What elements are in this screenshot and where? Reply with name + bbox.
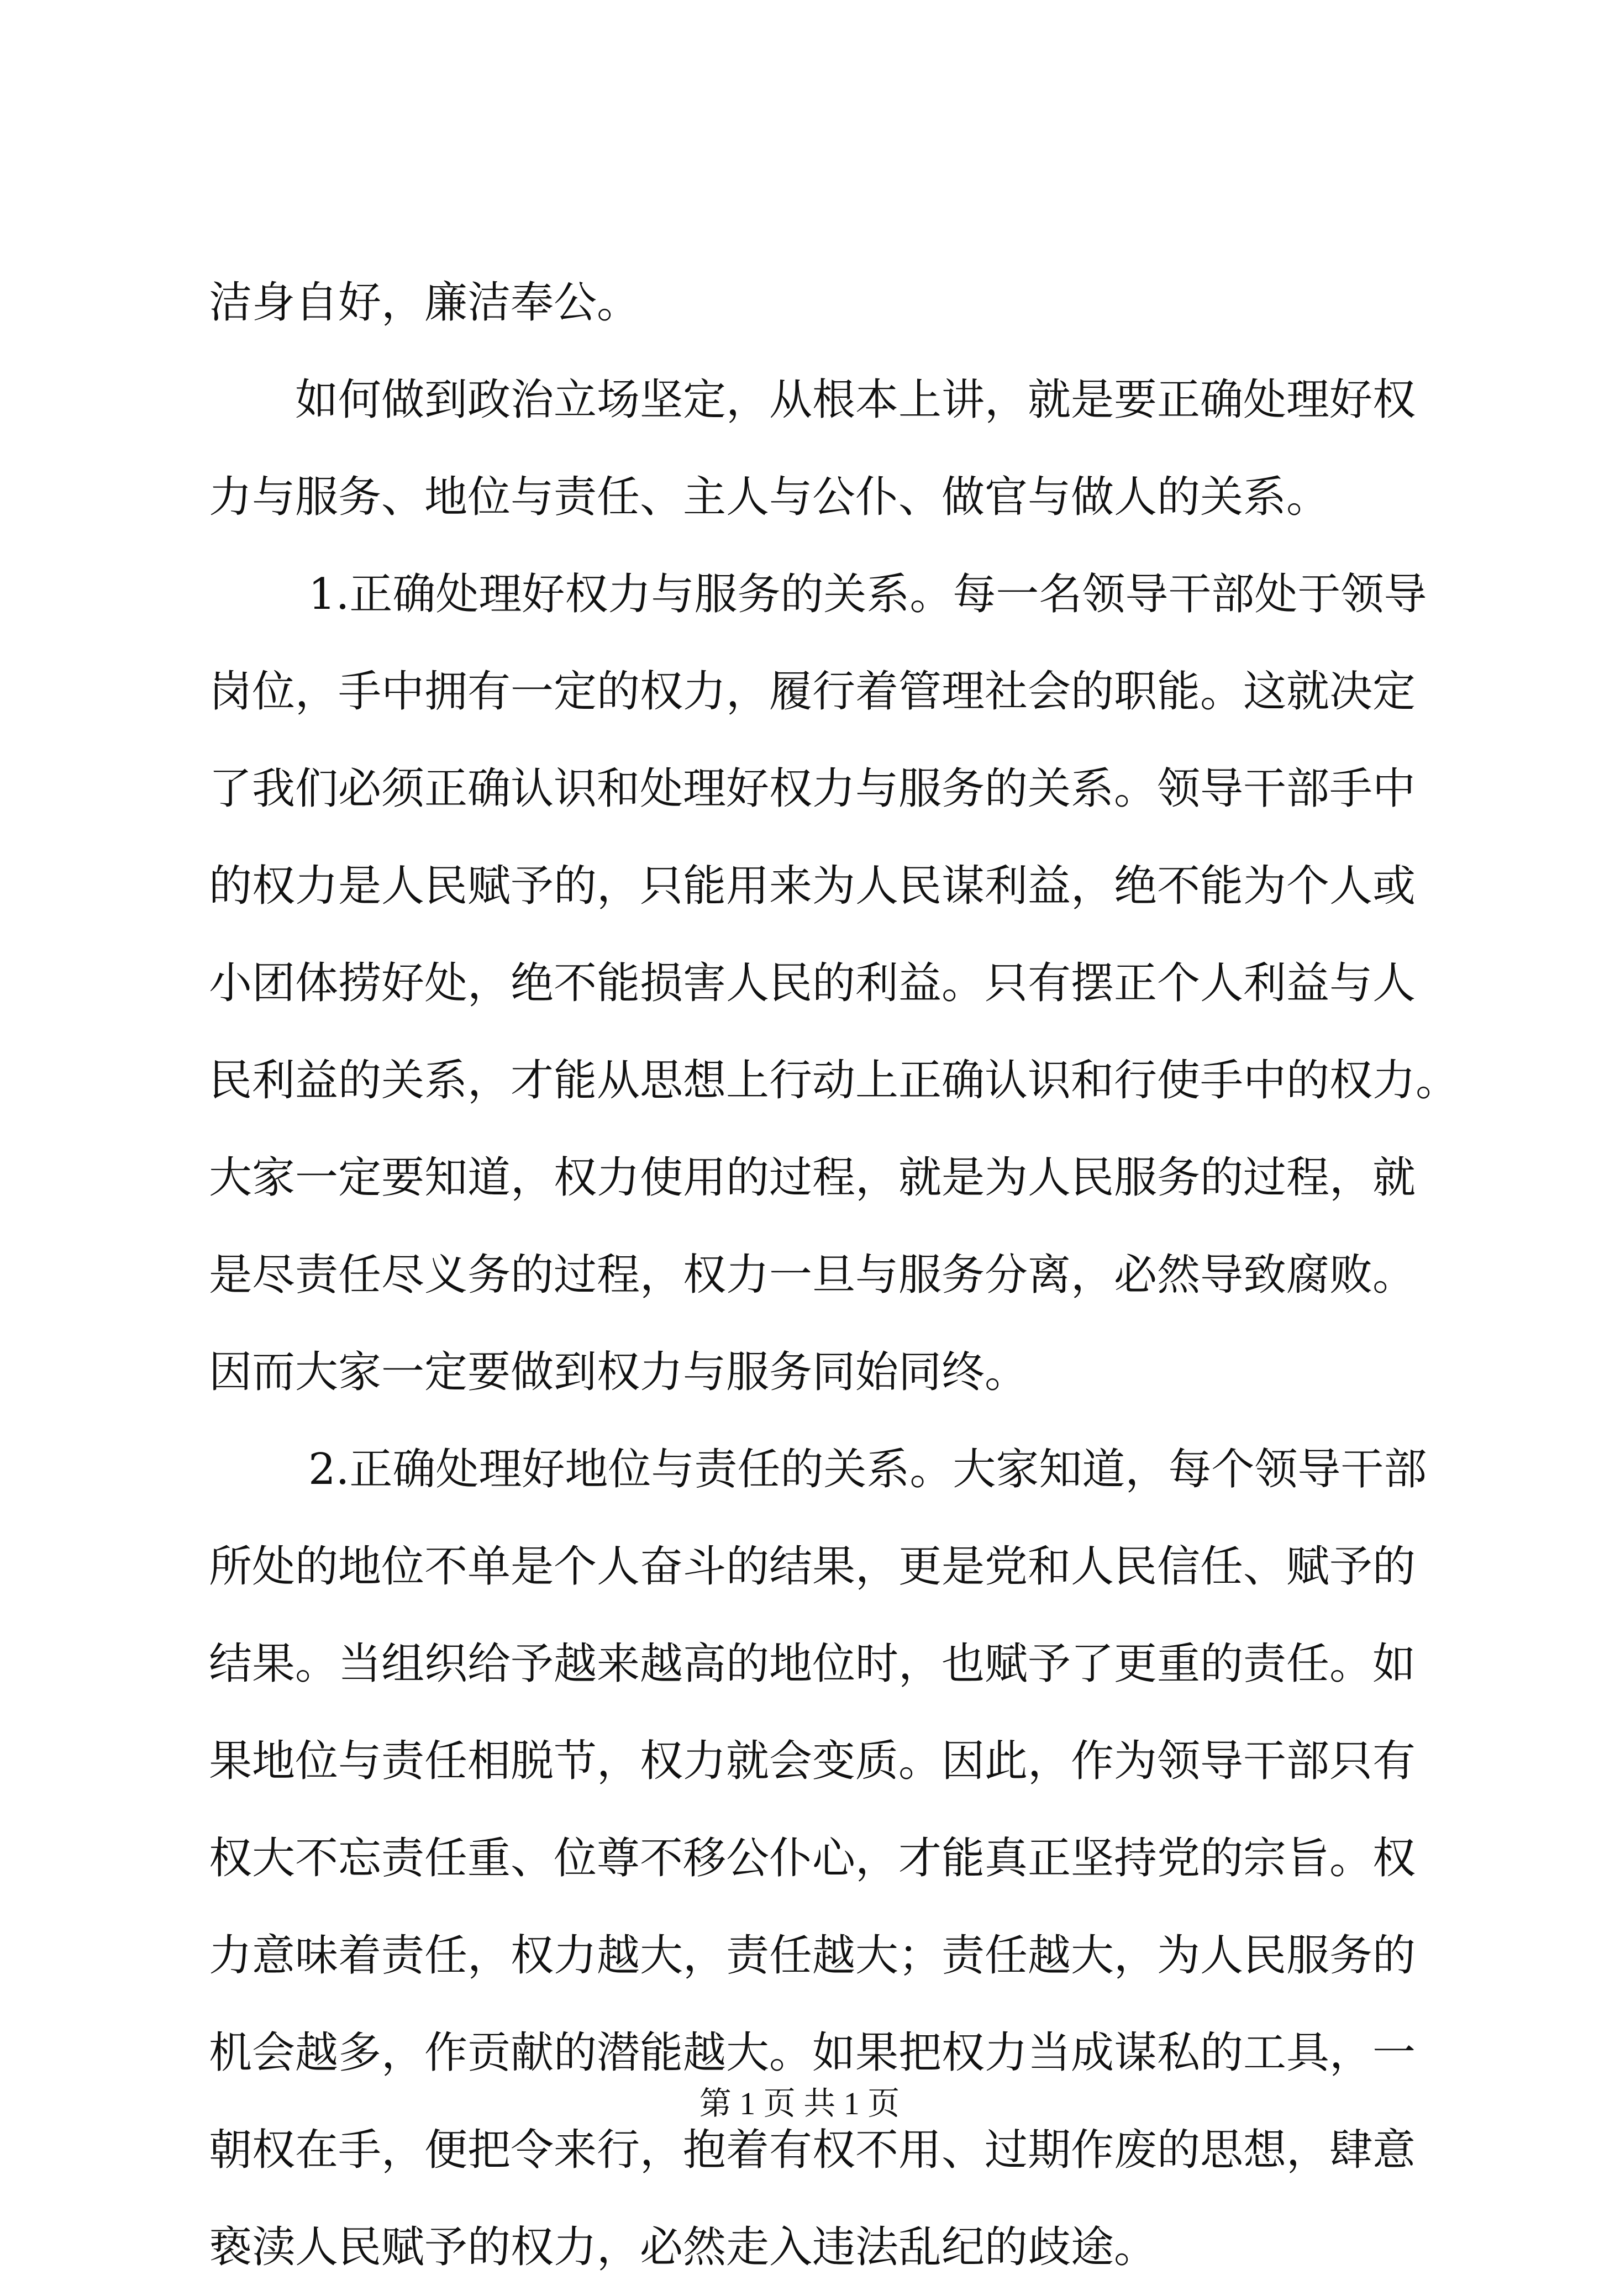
text-line: 的权力是人民赋予的，只能用来为人民谋利益，绝不能为个人或	[209, 861, 1416, 911]
text-line: 力与服务、地位与责任、主人与公仆、做官与做人的关系。	[209, 472, 1330, 522]
paragraph-first-line: 2.正确处理好地位与责任的关系。大家知道，每个领导干部	[308, 1445, 1427, 1494]
text-line: 是尽责任尽义务的过程，权力一旦与服务分离，必然导致腐败。	[209, 1250, 1416, 1300]
text-line: 果地位与责任相脱节，权力就会变质。因此，作为领导干部只有	[209, 1736, 1416, 1786]
document-body	[209, 254, 1459, 2296]
text-line: 结果。当组织给予越来越高的地位时，也赋予了更重的责任。如	[209, 1639, 1416, 1689]
page-number-label: 第 1 页 共 1 页	[699, 2086, 900, 2121]
page-footer	[0, 2082, 1599, 2126]
text-line: 所处的地位不单是个人奋斗的结果，更是党和人民信任、赋予的	[209, 1542, 1416, 1592]
text-line: 机会越多，作贡献的潜能越大。如果把权力当成谋私的工具，一	[209, 2028, 1416, 2078]
text-line: 了我们必须正确认识和处理好权力与服务的关系。领导干部手中	[209, 764, 1416, 814]
text-line: 朝权在手，便把令来行，抱着有权不用、过期作废的思想，肆意	[209, 2125, 1416, 2175]
text-line: 亵渎人民赋予的权力，必然走入违法乱纪的歧途。	[209, 2223, 1158, 2272]
text-line: 大家一定要知道，权力使用的过程，就是为人民服务的过程，就	[209, 1153, 1416, 1203]
text-line: 力意味着责任，权力越大，责任越大；责任越大，为人民服务的	[209, 1931, 1416, 1981]
text-line: 小团体捞好处，绝不能损害人民的利益。只有摆正个人利益与人	[209, 959, 1416, 1008]
text-line: 洁身自好，廉洁奉公。	[209, 278, 640, 328]
paragraph-first-line: 如何做到政治立场坚定，从根本上讲，就是要正确处理好权	[295, 375, 1416, 425]
paragraph-first-line: 1.正确处理好权力与服务的关系。每一名领导干部处于领导	[308, 570, 1427, 619]
text-line: 民利益的关系，才能从思想上行动上正确认识和行使手中的权力。	[209, 1056, 1459, 1105]
text-line: 权大不忘责任重、位尊不移公仆心，才能真正坚持党的宗旨。权	[209, 1834, 1416, 1883]
text-line: 岗位，手中拥有一定的权力，履行着管理社会的职能。这就决定	[209, 667, 1416, 717]
text-line: 因而大家一定要做到权力与服务同始同终。	[209, 1347, 1028, 1397]
